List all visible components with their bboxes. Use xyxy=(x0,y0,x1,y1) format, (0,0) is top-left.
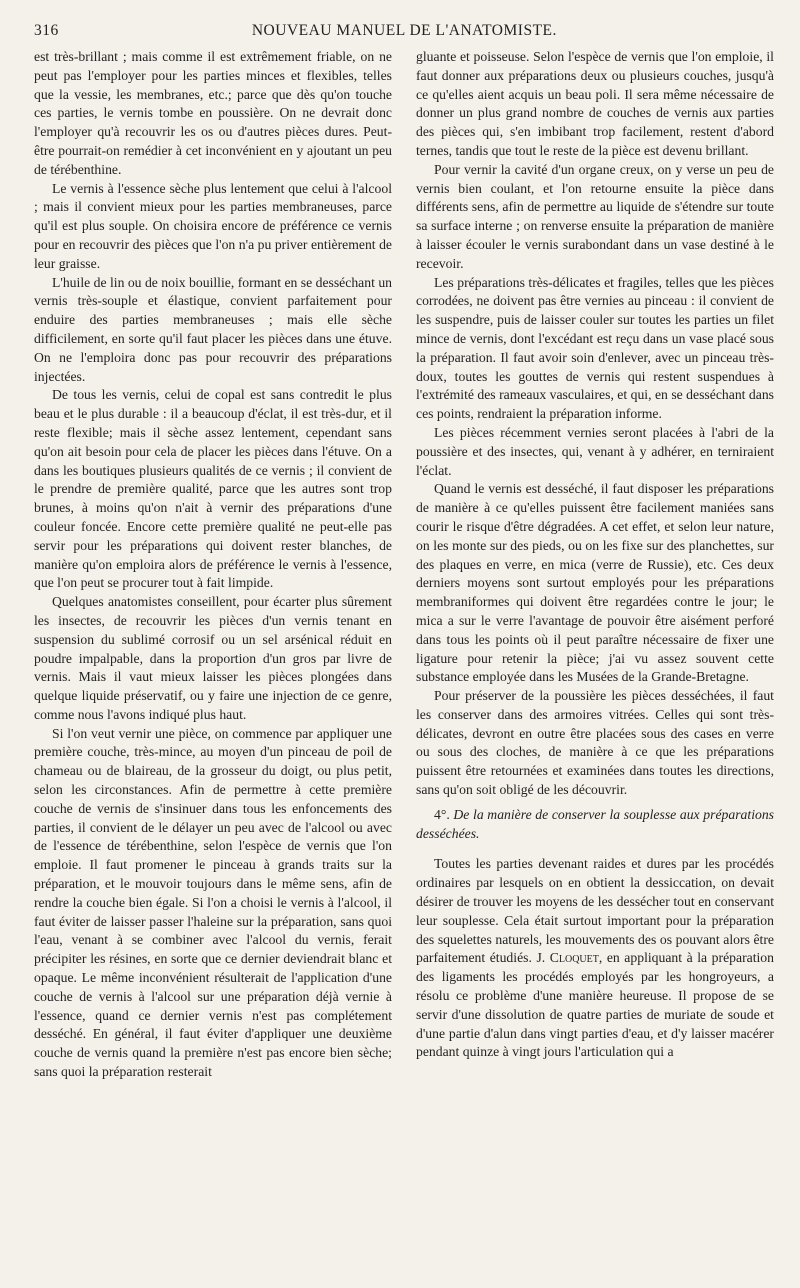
paragraph: Pour vernir la cavité d'un organe creux, on y verse un peu de vernis bien coulant, et l'on retourne ensuite la pièce dans différents sens, afin de permettre au liquide de s'étendre sur toute sa surface interne ; on renverse ensuite la préparation de manière à laisser écouler le vernis surabondant dans un vase destiné à le recevoir. xyxy=(416,161,774,271)
paragraph: Les préparations très-délicates et fragiles, telles que les pièces corrodées, ne doivent pas être vernies au pinceau : il convient de les suspendre, puis de laisser couler sur toutes les parties un filet mince de vernis, dont l'excédant est reçu dans un vase placé sous la préparation. Il faut avoir soin d'enlever, avec un pinceau très-doux, toutes les gouttes de vernis qui restent suspendues à l'extrémité des rameaux vasculaires, et qui, en se desséchant dans ces points, rendraient la préparation informe. xyxy=(416,274,774,422)
paragraph: Si l'on veut vernir une pièce, on commence par appliquer une première couche, très-mince, au moyen d'un pinceau de poil de chameau ou de blaireau, de la grosseur du doigt, ou plus petit, selon les circonstances. Afin de permettre à cette première couche de vernis de s'insinuer dans tous les enfoncements des parties, il convient de le délayer un peu avec de l'alcool ou avec de l'essence de térébenthine, selon l'espèce de vernis que l'on emploie. Il faut promener le pinceau à grands traits sur la préparation, et le mouvoir toujours dans le même sens, afin de rendre la couche bien égale. Si l'on a choisi le vernis à l'alcool, il faut éviter de laisser passer l'haleine sur la préparation, sans quoi l'eau, venant à se combiner avec l'alcool du vernis, ferait précipiter les résines, en sorte que ce dernier deviendrait blanc et opaque. Le même inconvénient résulterait de l'application d'une couche de vernis à l'alcool sur une préparation déjà vernie à l'essence, quand ce dernier vernis n'est pas complétement desséché. En général, il faut éviter d'appliquer une deuxième couche de vernis quand la première n'est pas encore bien sèche; sans quoi la préparation resterait xyxy=(34,725,392,1080)
text-columns xyxy=(34,48,774,1082)
section-number: 4°. xyxy=(434,806,450,822)
paragraph: L'huile de lin ou de noix bouillie, formant en se desséchant un vernis très-souple et élastique, convient parfaitement pour enduire des parties membraneuses ; mais elle sèche difficilement, en sorte qu'il faut placer les pièces dans une étuve. On ne l'emploira donc pas pour recouvrir des préparations injectées. xyxy=(34,274,393,384)
section-heading xyxy=(416,806,774,844)
paragraph: Pour préserver de la poussière les pièces desséchées, il faut les conserver dans des armoires vitrées. Celles qui sont très-délicates, devront en outre être placées sous des cases en verre ou sous des cloches, de manière à ce que les préparations puissent être retournées et examinées dans toutes les directions, sans qu'on soit obligé de les découvrir. xyxy=(416,688,774,798)
paragraph-text: , en appliquant à la préparation des ligaments les procédés employés par les hongroyeurs, a résolu ce problème d'une manière heureuse. Il propose de se servir d'une dissolution de quatre parties de muriate de soude et d'une partie d'alun dans vingt parties d'eau, et d'y laisser macérer pendant quinze à vingt jours l'articulation qui a xyxy=(416,950,774,1060)
paragraph: est très-brillant ; mais comme il est extrêmement friable, on ne peut pas l'employer pour les parties minces et flexibles, telles que la vessie, les membranes, etc.; parce que dès qu'on touche ces parties, le vernis tombe en poussière. On ne devrait donc l'employer qu'à recouvrir les os ou d'autres pièces dures. Peut-être pourrait-on remédier à cet inconvénient en y ajoutant un peu de térébenthine. xyxy=(34,49,392,177)
section-title: De la manière de conserver la souplesse aux préparations desséchées. xyxy=(416,806,775,841)
left-column xyxy=(34,48,392,1082)
right-column xyxy=(416,48,774,1082)
paragraph: Le vernis à l'essence sèche plus lentement que celui à l'alcool ; mais il convient mieux pour les parties membraneuses, parce qu'il est plus souple. On choisira encore de préférence ce vernis pour en recouvrir des pièces que l'on n'a pu priver entièrement de leur graisse. xyxy=(34,180,392,271)
paragraph-text: Toutes les parties devenant raides et dures par les procédés ordinaires par lesquels on en obtient la dessiccation, on devait désirer de trouver les moyens de les dessécher tout en conservant leur souplesse. Cela était surtout important pour la préparation des squelettes naturels, les mouvements des os pouvant alors être parfaitement étudiés. xyxy=(416,856,774,966)
running-header xyxy=(34,22,774,40)
paragraph xyxy=(416,855,774,1062)
paragraph: Les pièces récemment vernies seront placées à l'abri de la poussière et des insectes, qui, venant à y adhérer, en terniraient l'éclat. xyxy=(416,424,774,478)
paragraph: Quand le vernis est desséché, il faut disposer les préparations de manière à ce qu'elles puissent être facilement maniées sans courir le risque d'être dégradées. A cet effet, et selon leur nature, on les monte sur des pieds, ou on les fixe sur des planchettes, sur des plaques en verre, en mica (verre de Russie), etc. Ces deux derniers moyens sont surtout employés pour les préparations membraniformes qui doivent être regardées contre le jour; le mica a sur le verre l'avantage de pouvoir être aisément perforé dans tous les points où il peut paraître nécessaire de fixer une ligature pour retenir la pièce; j'ai vu assez souvent cette substance employée dans les Musées de la Grande-Bretagne. xyxy=(416,481,774,685)
running-title: NOUVEAU MANUEL DE L'ANATOMISTE. xyxy=(251,22,557,39)
paragraph: De tous les vernis, celui de copal est sans contredit le plus beau et le plus durable : il a beaucoup d'éclat, il est très-dur, et il reste flexible; mais il sèche assez lentement, cependant sans qu'on ait besoin pour cela de placer les pièces dans l'étuve. On a dans les boutiques plusieurs qualités de ce vernis ; il convient de le prendre de première qualité, parce que les autres sont trop brunes, à moins qu'on n'ait à vernir des préparations d'une couleur foncée. Encore cette première qualité ne peut-elle pas servir pour les préparations qui doivent rester blanches, de manière qu'on emploira alors de préférence le vernis à l'essence, que l'on peut se procurer tout à fait limpide. xyxy=(34,387,392,591)
paragraph: Quelques anatomistes conseillent, pour écarter plus sûrement les insectes, de recouvrir les pièces d'un vernis tenant en suspension du sublimé corrosif ou un sel arsénical réduit en poudre impalpable, dans la proportion d'un gros par livre de vernis. Mais il vaut mieux laisser les pièces plongées dans quelque liquide préservatif, ou y faire une injection de ce genre, comme nous l'avons indiqué plus haut. xyxy=(34,594,392,722)
author-name: J. Cloquet xyxy=(536,950,599,966)
page-number: 316 xyxy=(34,22,59,39)
paragraph: gluante et poisseuse. Selon l'espèce de vernis que l'on emploie, il faut donner aux préparations deux ou plusieurs couches, jusqu'à ce qu'elles aient acquis un beau poli. Il sera même nécessaire de donner un plus grand nombre de couches de vernis aux parties des pièces qui, s'en imbibant trop facilement, restent d'abord ternes, tandis que tout le reste de la pièce est devenu brillant. xyxy=(416,49,774,158)
